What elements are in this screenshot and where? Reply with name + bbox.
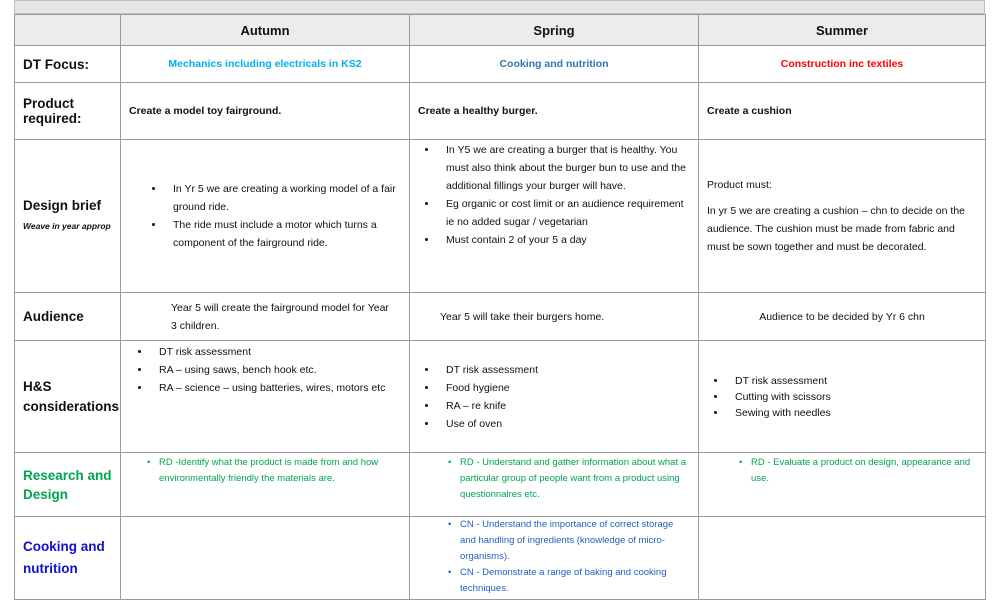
header-summer: Summer [699,15,986,46]
research-spring [410,453,699,517]
list-item: • RA – using saws, bench hook etc. [151,361,401,379]
header-blank [15,15,121,46]
research-autumn [121,453,410,517]
list-item: • DT risk assessment [727,373,977,389]
cooking-spring-text-1: CN - Understand the importance of correct storage and handling of ingredients (knowledge of micro-organisms). [460,519,674,562]
header-row [15,15,986,46]
focus-spring: Cooking and nutrition [410,46,699,83]
brief-spring [410,140,699,293]
cooking-autumn [121,517,410,600]
focus-autumn: Mechanics including electricals in KS2 [121,46,410,83]
row-hs [15,341,986,453]
list-item: • Food hygiene [438,379,690,397]
cooking-spring-text-2: CN - Demonstrate a range of baking and cooking techniques. [460,567,667,594]
row-label-dt-focus: DT Focus: [15,46,121,83]
row-label-research-design: Research and Design [15,453,121,517]
row-dt-focus [15,46,986,83]
list-item [147,455,401,487]
row-label-audience: Audience [15,293,121,341]
bullet-icon: • [739,457,743,468]
row-label-cooking-nutrition: Cooking and nutrition [15,517,121,600]
cooking-summer [699,517,986,600]
header-spring: Spring [410,15,699,46]
hs-spring [410,341,699,453]
bullet-icon: • [448,457,452,468]
list-item [448,455,690,503]
brief-autumn [121,140,410,293]
bullet-icon: • [448,519,452,530]
list-item: • In Y5 we are creating a burger that is healthy. You must also think about the burger bun to use and the additional fillings your burger will have. [438,141,690,195]
list-item: • Sewing with needles [727,405,977,421]
row-cooking-nutrition [15,517,986,600]
top-border-bar [14,0,985,14]
list-item: • DT risk assessment [151,343,401,361]
research-spring-text: RD - Understand and gather information about what a particular group of people want from a product using questionnaires etc. [460,457,687,500]
product-spring: Create a healthy burger. [410,83,699,140]
list-item: • Cutting with scissors [727,389,977,405]
brief-summer-text: In yr 5 we are creating a cushion – chn to decide on the audience. The cushion must be made from fabric and must be sown together and must be decorated. [707,205,965,253]
bullet-icon: • [448,567,452,578]
brief-summer [699,140,986,293]
research-summer-text: RD - Evaluate a product on design, appearance and use. [751,457,971,484]
list-item: • Use of oven [438,415,690,433]
list-item: • Eg organic or cost limit or an audience requirement ie no added sugar / vegetarian [438,195,690,231]
hs-summer [699,341,986,453]
list-item [448,565,690,597]
dt-curriculum-table [14,14,986,600]
row-label-product-line2: required: [23,111,82,126]
audience-summer: Audience to be decided by Yr 6 chn [699,293,986,341]
header-autumn: Autumn [121,15,410,46]
row-audience [15,293,986,341]
list-item: • In Yr 5 we are creating a working model of a fair ground ride. [165,180,401,216]
hs-autumn [121,341,410,453]
focus-summer: Construction inc textiles [699,46,986,83]
row-product [15,83,986,140]
row-label-hs: H&S considerations [15,341,121,453]
list-item: • DT risk assessment [438,361,690,379]
research-summer [699,453,986,517]
design-brief-sublabel: Weave in year approp [23,221,111,231]
row-label-product [15,83,121,140]
audience-autumn: Year 5 will create the fairground model for Year 3 children. [121,293,410,341]
brief-summer-intro: Product must: [707,179,772,191]
list-item [448,517,690,565]
list-item: • The ride must include a motor which turns a component of the fairground ride. [165,216,401,252]
bullet-icon: • [147,457,151,468]
research-autumn-text: RD -Identify what the product is made from and how environmentally friendly the materials are. [159,457,379,484]
row-research-design [15,453,986,517]
design-brief-label: Design brief [23,198,102,213]
row-label-design-brief [15,140,121,293]
product-summer: Create a cushion [699,83,986,140]
row-design-brief [15,140,986,293]
product-autumn: Create a model toy fairground. [121,83,410,140]
audience-spring: Year 5 will take their burgers home. [410,293,699,341]
list-item: • Must contain 2 of your 5 a day [438,231,690,249]
list-item: • RA – re knife [438,397,690,415]
list-item [739,455,977,487]
list-item: • RA – science – using batteries, wires, motors etc [151,379,401,397]
cooking-spring [410,517,699,600]
row-label-product-line1: Product [23,96,75,111]
